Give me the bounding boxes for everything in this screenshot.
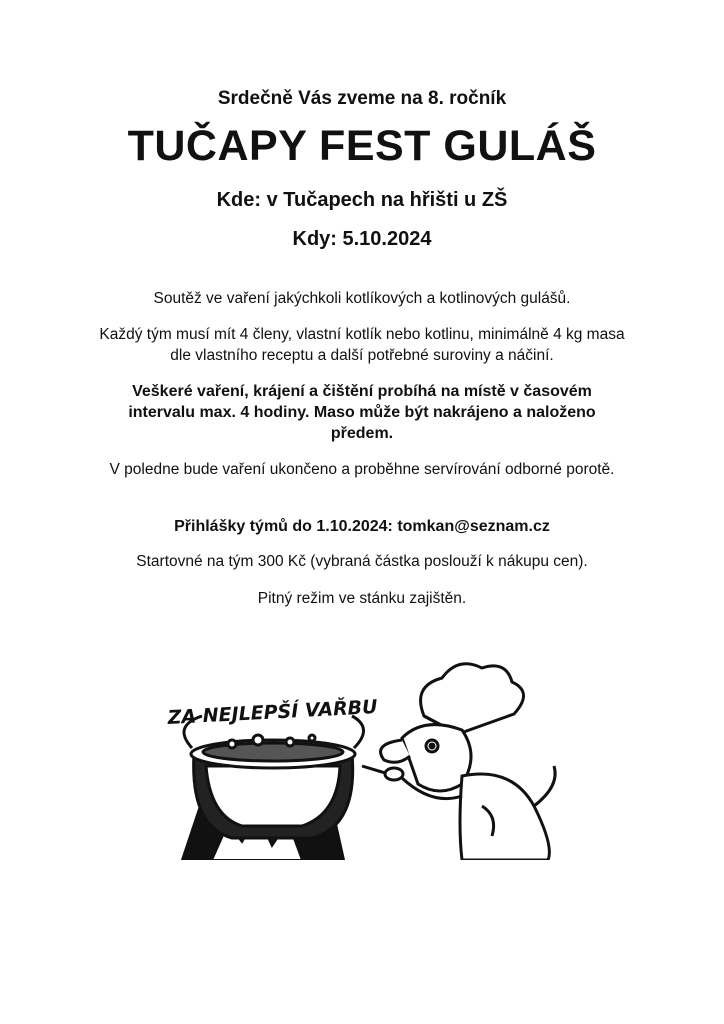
paragraph-registration: Přihlášky týmů do 1.10.2024: tomkan@seznam.cz bbox=[174, 518, 550, 535]
paragraph-team-rules: Každý tým musí mít 4 členy, vlastní kotlík nebo kotlinu, minimálně 4 kg masa dle vlastního receptu a další potřebné suroviny a náčiní. bbox=[99, 326, 625, 364]
chef-cauldron-illustration bbox=[162, 656, 562, 860]
cauldron-icon bbox=[184, 716, 364, 838]
paragraph-competition: Soutěž ve vaření jakýchkoli kotlíkových a kotlinových gulášů. bbox=[153, 290, 571, 307]
illustration-caption: ZA NEJLEPŠÍ VAŘBU bbox=[167, 696, 379, 729]
cartoon-drawing bbox=[162, 656, 562, 860]
paragraph-entry-fee: Startovné na tým 300 Kč (vybraná částka poslouží k nákupu cen). bbox=[136, 553, 588, 570]
chef-icon bbox=[362, 664, 555, 860]
paragraph-judging: V poledne bude vaření ukončeno a proběhne servírování odborné porotě. bbox=[109, 461, 615, 478]
event-location: Kde: v Tučapech na hřišti u ZŠ bbox=[216, 189, 508, 211]
intro-line: Srdečně Vás zveme na 8. ročník bbox=[217, 88, 507, 109]
event-title: TUČAPY FEST GULÁŠ bbox=[127, 122, 597, 170]
paragraph-drinks: Pitný režim ve stánku zajištěn. bbox=[257, 590, 467, 607]
event-date: Kdy: 5.10.2024 bbox=[292, 228, 432, 250]
paragraph-cooking-rules: Veškeré vaření, krájení a čištění probíhá na místě v časovém intervalu max. 4 hodiny. Maso může být nakrájeno a naloženo předem. bbox=[128, 383, 596, 442]
